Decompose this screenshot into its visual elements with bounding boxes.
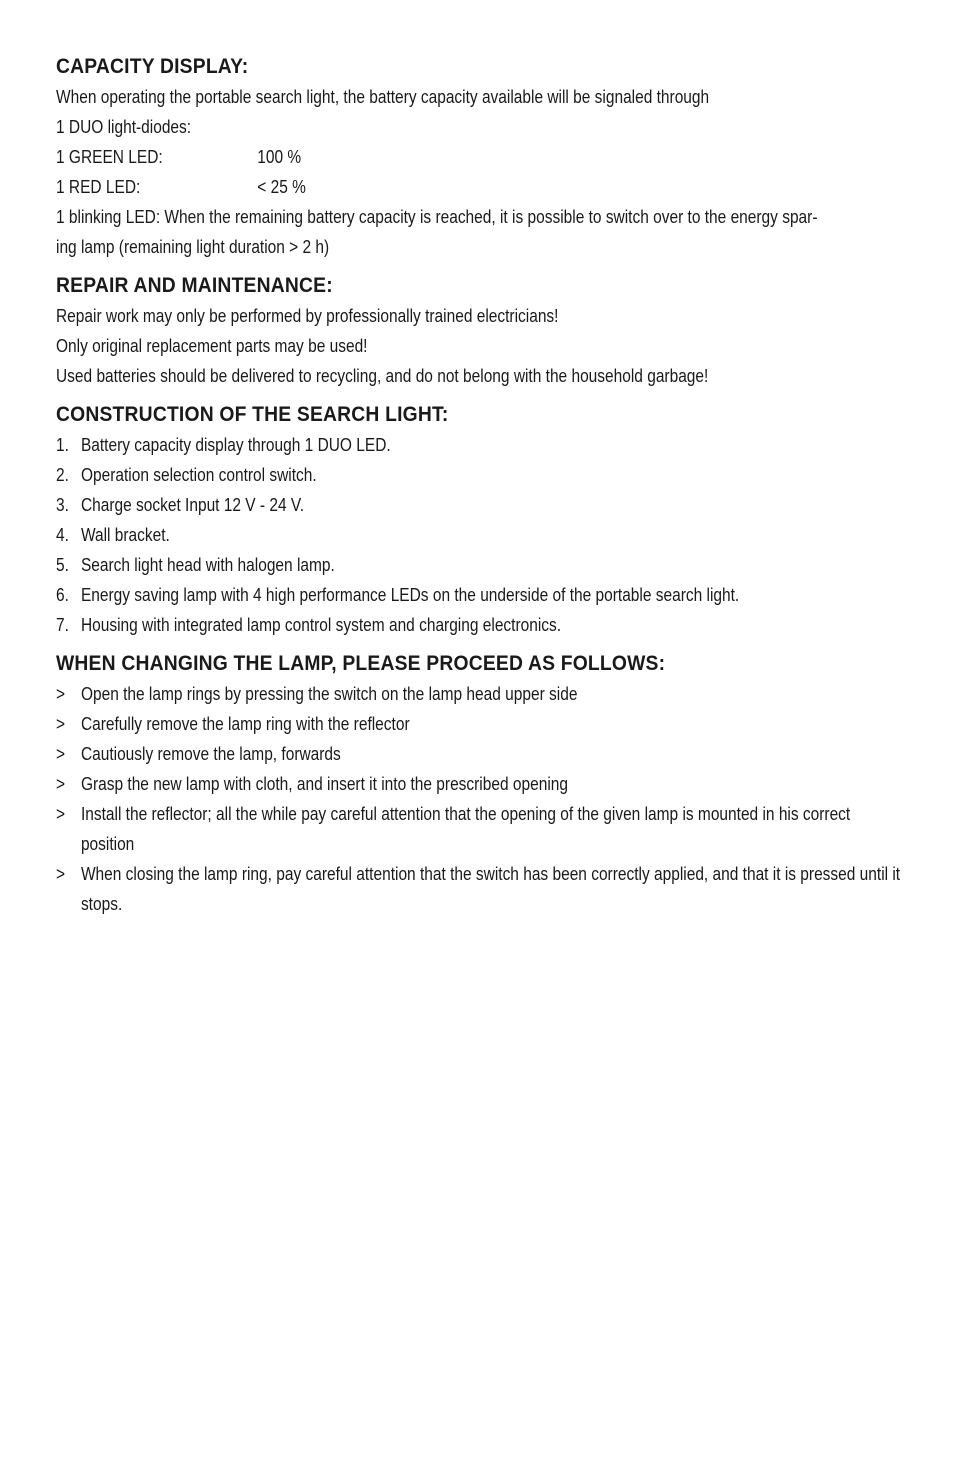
bullet-arrow-icon: > bbox=[56, 684, 66, 704]
repair-line: Used batteries should be delivered to recycling, and do not belong with the household garbage! bbox=[56, 366, 709, 386]
list-item-text: Battery capacity display through 1 DUO LED. bbox=[80, 435, 391, 455]
red-led-value: < 25 % bbox=[257, 177, 306, 197]
bullet-arrow-icon: > bbox=[56, 804, 66, 824]
construction-list bbox=[56, 430, 902, 640]
document-page bbox=[56, 52, 902, 928]
blinking-led-line: 1 blinking LED: When the remaining battery capacity is reached, it is possible to switch over to the energy spar- bbox=[56, 207, 818, 227]
list-item-text: Carefully remove the lamp ring with the reflector bbox=[80, 714, 410, 734]
bullet-arrow-icon: > bbox=[56, 744, 66, 764]
green-led-row bbox=[56, 142, 784, 172]
list-item-text: Search light head with halogen lamp. bbox=[80, 555, 335, 575]
bullet-arrow-icon: > bbox=[56, 864, 66, 884]
changing-lamp-section bbox=[56, 649, 902, 919]
list-item bbox=[56, 520, 902, 550]
list-item bbox=[56, 859, 902, 919]
list-item-text: Housing with integrated lamp control system and charging electronics. bbox=[80, 615, 562, 635]
list-item-text: Charge socket Input 12 V - 24 V. bbox=[80, 495, 305, 515]
list-item-text: When closing the lamp ring, pay careful attention that the switch has been correctly applied, and that it is pressed until it stops. bbox=[80, 864, 901, 914]
list-item bbox=[56, 679, 902, 709]
list-item-text: Install the reflector; all the while pay careful attention that the opening of the given lamp is mounted in his correct position bbox=[80, 804, 851, 854]
list-item-text: Cautiously remove the lamp, forwards bbox=[80, 744, 341, 764]
list-item-text: Operation selection control switch. bbox=[80, 465, 317, 485]
red-led-row bbox=[56, 172, 784, 202]
blinking-led-line-2: ing lamp (remaining light duration > 2 h) bbox=[56, 237, 330, 257]
list-number: 3. bbox=[56, 495, 69, 515]
list-item bbox=[56, 490, 902, 520]
list-item bbox=[56, 769, 902, 799]
list-item-text: Energy saving lamp with 4 high performance LEDs on the underside of the portable search light. bbox=[80, 585, 740, 605]
bullet-arrow-icon: > bbox=[56, 714, 66, 734]
list-item bbox=[56, 430, 902, 460]
list-number: 4. bbox=[56, 525, 69, 545]
list-item bbox=[56, 580, 902, 610]
list-item bbox=[56, 709, 902, 739]
changing-lamp-list bbox=[56, 679, 902, 919]
list-item bbox=[56, 550, 902, 580]
list-item bbox=[56, 799, 902, 859]
construction-section bbox=[56, 400, 902, 640]
bullet-arrow-icon: > bbox=[56, 774, 66, 794]
construction-heading: CONSTRUCTION OF THE SEARCH LIGHT: bbox=[56, 403, 449, 426]
repair-line: Only original replacement parts may be used! bbox=[56, 336, 368, 356]
list-item-text: Wall bracket. bbox=[80, 525, 170, 545]
list-number: 2. bbox=[56, 465, 69, 485]
list-number: 7. bbox=[56, 615, 69, 635]
changing-lamp-heading: WHEN CHANGING THE LAMP, PLEASE PROCEED AS FOLLOWS: bbox=[56, 652, 666, 675]
capacity-intro-line: When operating the portable search light, the battery capacity available will be signaled through bbox=[56, 87, 710, 107]
list-item bbox=[56, 739, 902, 769]
list-item bbox=[56, 460, 902, 490]
capacity-display-heading: CAPACITY DISPLAY: bbox=[56, 55, 249, 78]
list-item-text: Grasp the new lamp with cloth, and insert it into the prescribed opening bbox=[80, 774, 568, 794]
list-item-text: Open the lamp rings by pressing the switch on the lamp head upper side bbox=[80, 684, 578, 704]
repair-line: Repair work may only be performed by professionally trained electricians! bbox=[56, 306, 559, 326]
capacity-display-section bbox=[56, 52, 902, 262]
repair-maintenance-heading: REPAIR AND MAINTENANCE: bbox=[56, 274, 333, 297]
list-number: 1. bbox=[56, 435, 69, 455]
repair-maintenance-section bbox=[56, 271, 902, 391]
list-number: 5. bbox=[56, 555, 69, 575]
capacity-intro-line-2: 1 DUO light-diodes: bbox=[56, 117, 192, 137]
list-item bbox=[56, 610, 902, 640]
green-led-value: 100 % bbox=[257, 147, 302, 167]
green-led-label: 1 GREEN LED: bbox=[56, 147, 163, 167]
list-number: 6. bbox=[56, 585, 69, 605]
red-led-label: 1 RED LED: bbox=[56, 177, 141, 197]
